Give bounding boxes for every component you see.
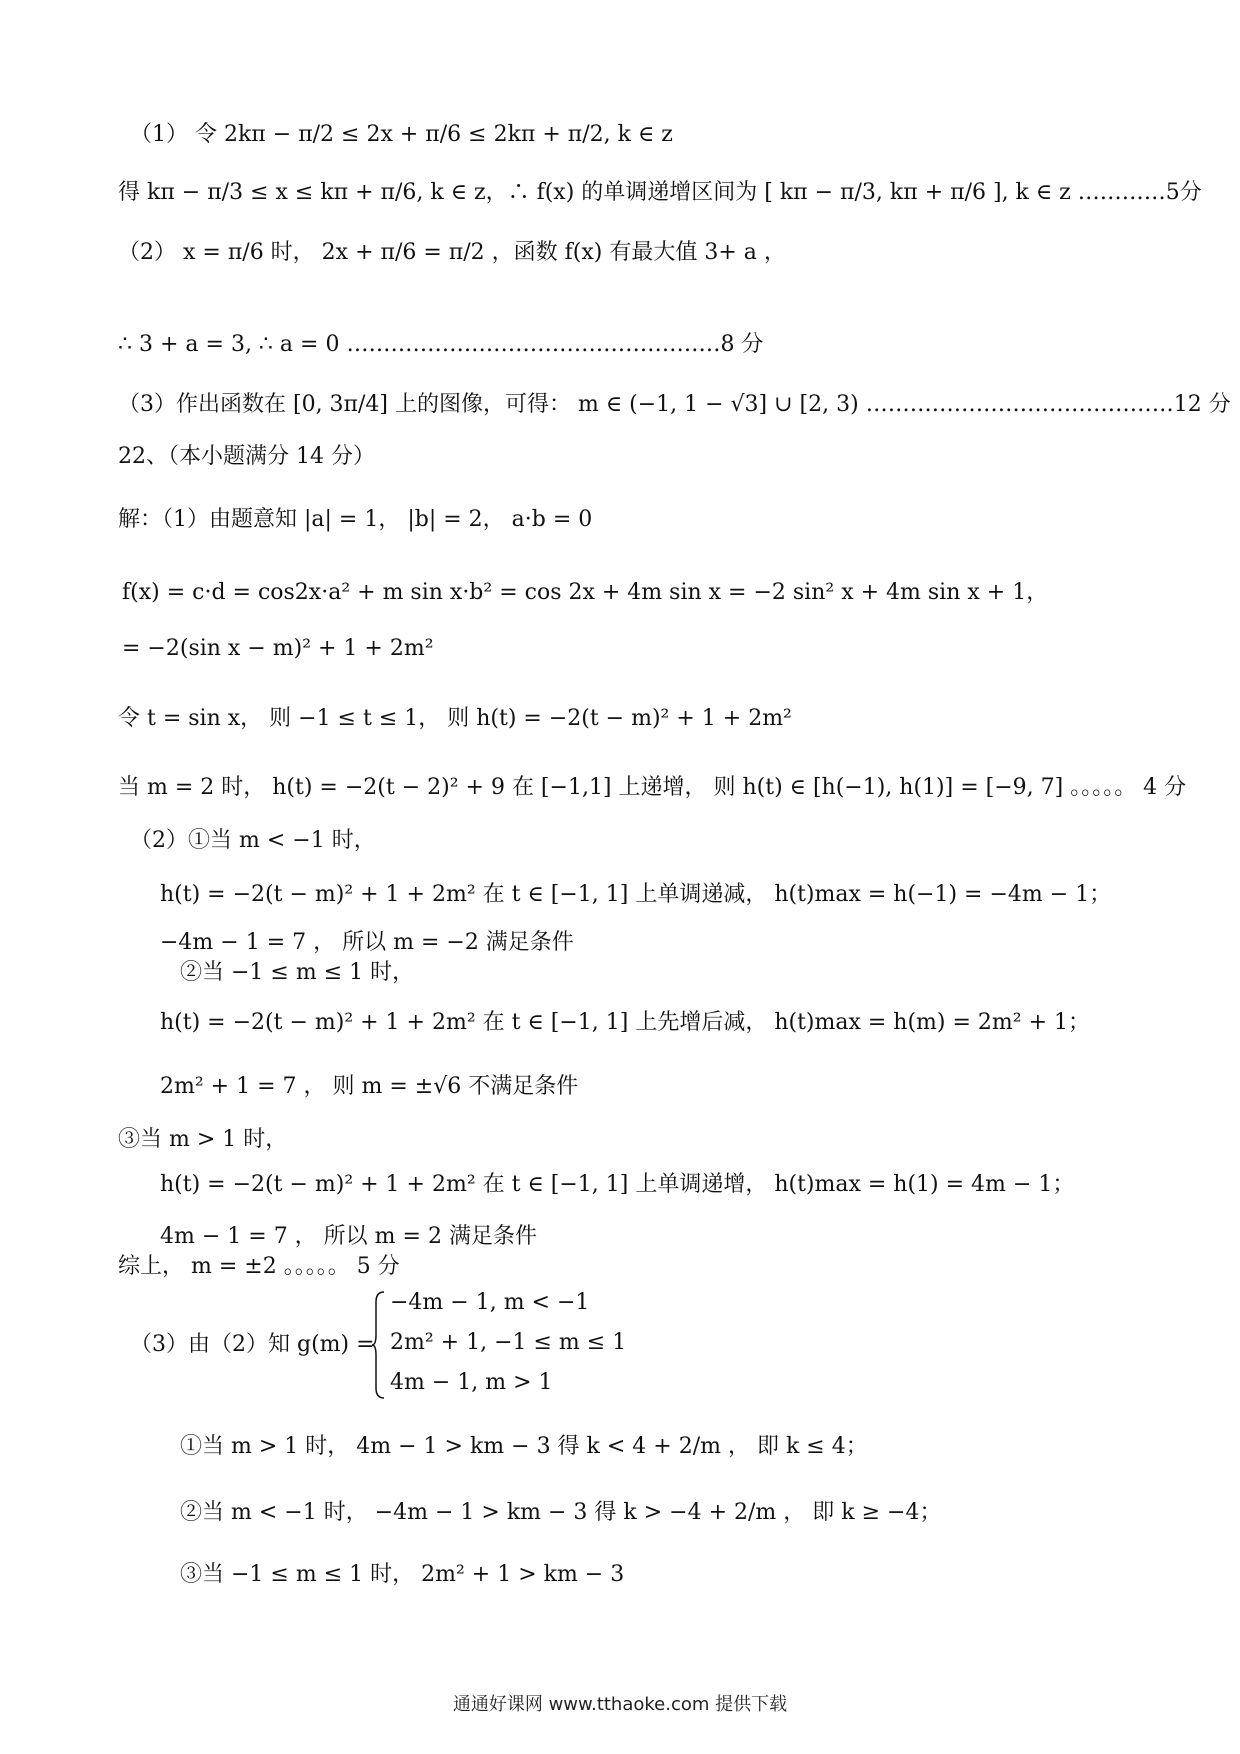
- solution-line: 4m − 1 = 7 ， 所以 m = 2 满足条件: [160, 1224, 537, 1249]
- solution-line: ①当 m > 1 时， 4m − 1 > km − 3 得 k < 4 + 2/m ， 即 k ≤ 4；: [180, 1434, 868, 1459]
- solution-line: h(t) = −2(t − m)² + 1 + 2m² 在 t ∈ [−1, 1] 上单调递增， h(t)max = h(1) = 4m − 1；: [160, 1172, 1075, 1197]
- piecewise-case: 2m² + 1, −1 ≤ m ≤ 1: [390, 1330, 627, 1355]
- solution-line: −4m − 1 = 7 ， 所以 m = −2 满足条件: [160, 930, 574, 955]
- solution-line: 令 t = sin x， 则 −1 ≤ t ≤ 1， 则 h(t) = −2(t − m)² + 1 + 2m²: [118, 706, 792, 731]
- solution-line: 解：（1）由题意知 |a| = 1， |b| = 2， a·b = 0: [118, 507, 593, 532]
- solution-line: h(t) = −2(t − m)² + 1 + 2m² 在 t ∈ [−1, 1] 上先增后减， h(t)max = h(m) = 2m² + 1；: [160, 1010, 1091, 1035]
- solution-line: ③当 −1 ≤ m ≤ 1 时， 2m² + 1 > km − 3: [180, 1562, 625, 1587]
- solution-line: ∴ 3 + a = 3, ∴ a = 0 ……………………………………………8 分: [118, 332, 764, 357]
- solution-line: = −2(sin x − m)² + 1 + 2m²: [122, 636, 434, 661]
- solution-line: f(x) = c·d = cos2x·a² + m sin x·b² = cos 2x + 4m sin x = −2 sin² x + 4m sin x + 1，: [122, 580, 1049, 605]
- solution-line: 得 kπ − π/3 ≤ x ≤ kπ + π/6, k ∈ z，∴ f(x) 的单调递增区间为 [ kπ − π/3, kπ + π/6 ], k ∈ z …………5分: [118, 180, 1202, 205]
- solution-line: ②当 −1 ≤ m ≤ 1 时，: [180, 960, 415, 985]
- solution-line: （2）①当 m < −1 时，: [130, 828, 376, 853]
- solution-line: （1） 令 2kπ − π/2 ≤ 2x + π/6 ≤ 2kπ + π/2, k ∈ z: [130, 122, 673, 147]
- solution-line: （2） x = π/6 时， 2x + π/6 = π/2 ，函数 f(x) 有最大值 3+ a ，: [118, 240, 786, 265]
- solution-line: ③当 m > 1 时，: [118, 1127, 288, 1152]
- piecewise-case: −4m − 1, m < −1: [390, 1290, 590, 1315]
- solution-line: 当 m = 2 时， h(t) = −2(t − 2)² + 9 在 [−1,1] 上递增， 则 h(t) ∈ [h(−1), h(1)] = [−9, 7] 。。。。。 4 分: [118, 775, 1187, 800]
- solution-line: 综上， m = ±2 。。。。。 5 分: [118, 1254, 400, 1279]
- page-footer: 通通好课网 www.tthaoke.com 提供下载: [452, 1694, 788, 1715]
- solution-line: ②当 m < −1 时， −4m − 1 > km − 3 得 k > −4 + 2/m ， 即 k ≥ −4；: [180, 1500, 942, 1525]
- solution-line: 2m² + 1 = 7 ， 则 m = ±√6 不满足条件: [160, 1074, 579, 1099]
- solution-line: h(t) = −2(t − m)² + 1 + 2m² 在 t ∈ [−1, 1] 上单调递减， h(t)max = h(−1) = −4m − 1；: [160, 882, 1112, 907]
- piecewise-brace: [372, 1290, 386, 1400]
- section-heading: 22、（本小题满分 14 分）: [118, 444, 375, 469]
- piecewise-case: 4m − 1, m > 1: [390, 1370, 553, 1395]
- solution-line: （3）作出函数在 [0, 3π/4] 上的图像，可得： m ∈ (−1, 1 − √3] ∪ [2, 3) ……………………………………12 分: [118, 392, 1231, 417]
- solution-line: （3）由（2）知 g(m) =: [130, 1332, 375, 1357]
